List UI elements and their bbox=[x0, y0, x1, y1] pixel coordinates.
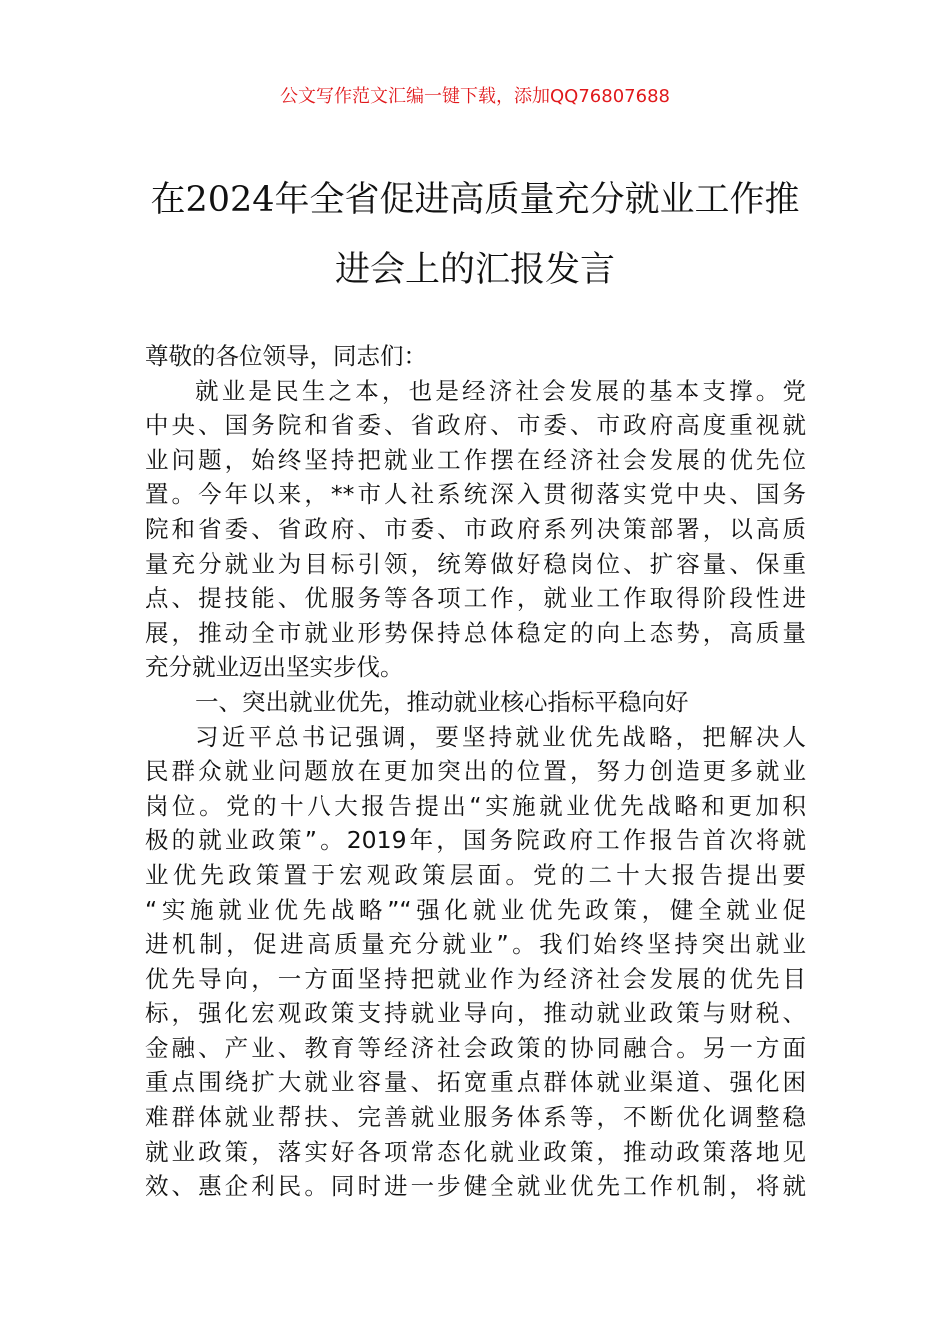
body-text-line: 中央、国务院和省委、省政府、市委、市政府高度重视就 bbox=[145, 411, 806, 440]
body-text-line: 难群体就业帮扶、完善就业服务体系等，不断优化调整稳 bbox=[145, 1103, 806, 1132]
body-text-line: 金融、产业、教育等经济社会政策的协同融合。另一方面 bbox=[145, 1033, 806, 1062]
body-text-line: 习近平总书记强调，要坚持就业优先战略，把解决人 bbox=[195, 722, 806, 751]
download-watermark-banner: 公文写作范文汇编一键下载，添加QQ76807688 bbox=[280, 86, 670, 107]
body-text-line: 一、突出就业优先，推动就业核心指标平稳向好 bbox=[195, 687, 689, 716]
body-text-line: 效、惠企利民。同时进一步健全就业优先工作机制，将就 bbox=[145, 1172, 806, 1201]
body-text-line: 岗位。党的十八大报告提出“实施就业优先战略和更加积 bbox=[145, 791, 806, 820]
body-text-line: “实施就业优先战略”“强化就业优先政策，健全就业促 bbox=[145, 895, 806, 924]
document-title-line-1: 在2024年全省促进高质量充分就业工作推 bbox=[150, 180, 800, 220]
body-text-line: 量充分就业为目标引领，统筹做好稳岗位、扩容量、保重 bbox=[145, 549, 806, 578]
body-text-line: 置。今年以来，**市人社系统深入贯彻落实党中央、国务 bbox=[145, 480, 806, 509]
body-text-line: 就业政策，落实好各项常态化就业政策，推动政策落地见 bbox=[145, 1137, 806, 1166]
body-text-line: 业问题，始终坚持把就业工作摆在经济社会发展的优先位 bbox=[145, 445, 806, 474]
document-title-line-2: 进会上的汇报发言 bbox=[334, 250, 615, 290]
body-text-line: 展，推动全市就业形势保持总体稳定的向上态势，高质量 bbox=[145, 618, 806, 647]
body-text-line: 民群众就业问题放在更加突出的位置，努力创造更多就业 bbox=[145, 757, 806, 786]
body-text-line: 尊敬的各位领导，同志们： bbox=[145, 342, 427, 370]
document-body bbox=[145, 339, 806, 1204]
body-text-line: 充分就业迈出坚实步伐。 bbox=[145, 653, 404, 682]
body-text-line: 重点围绕扩大就业容量、拓宽重点群体就业渠道、强化困 bbox=[145, 1068, 806, 1097]
body-text-line: 标，强化宏观政策支持就业导向，推动就业政策与财税、 bbox=[145, 999, 806, 1028]
body-text-line: 优先导向，一方面坚持把就业作为经济社会发展的优先目 bbox=[145, 964, 806, 993]
body-text-line: 点、提技能、优服务等各项工作，就业工作取得阶段性进 bbox=[145, 584, 806, 613]
body-text-line: 极的就业政策”。2019年，国务院政府工作报告首次将就 bbox=[145, 826, 806, 855]
body-text-line: 业优先政策置于宏观政策层面。党的二十大报告提出要 bbox=[145, 860, 806, 889]
body-text-line: 院和省委、省政府、市委、市政府系列决策部署，以高质 bbox=[145, 514, 806, 543]
body-text-line: 进机制，促进高质量充分就业”。我们始终坚持突出就业 bbox=[145, 930, 806, 959]
body-text-line: 就业是民生之本，也是经济社会发展的基本支撑。党 bbox=[195, 376, 806, 405]
